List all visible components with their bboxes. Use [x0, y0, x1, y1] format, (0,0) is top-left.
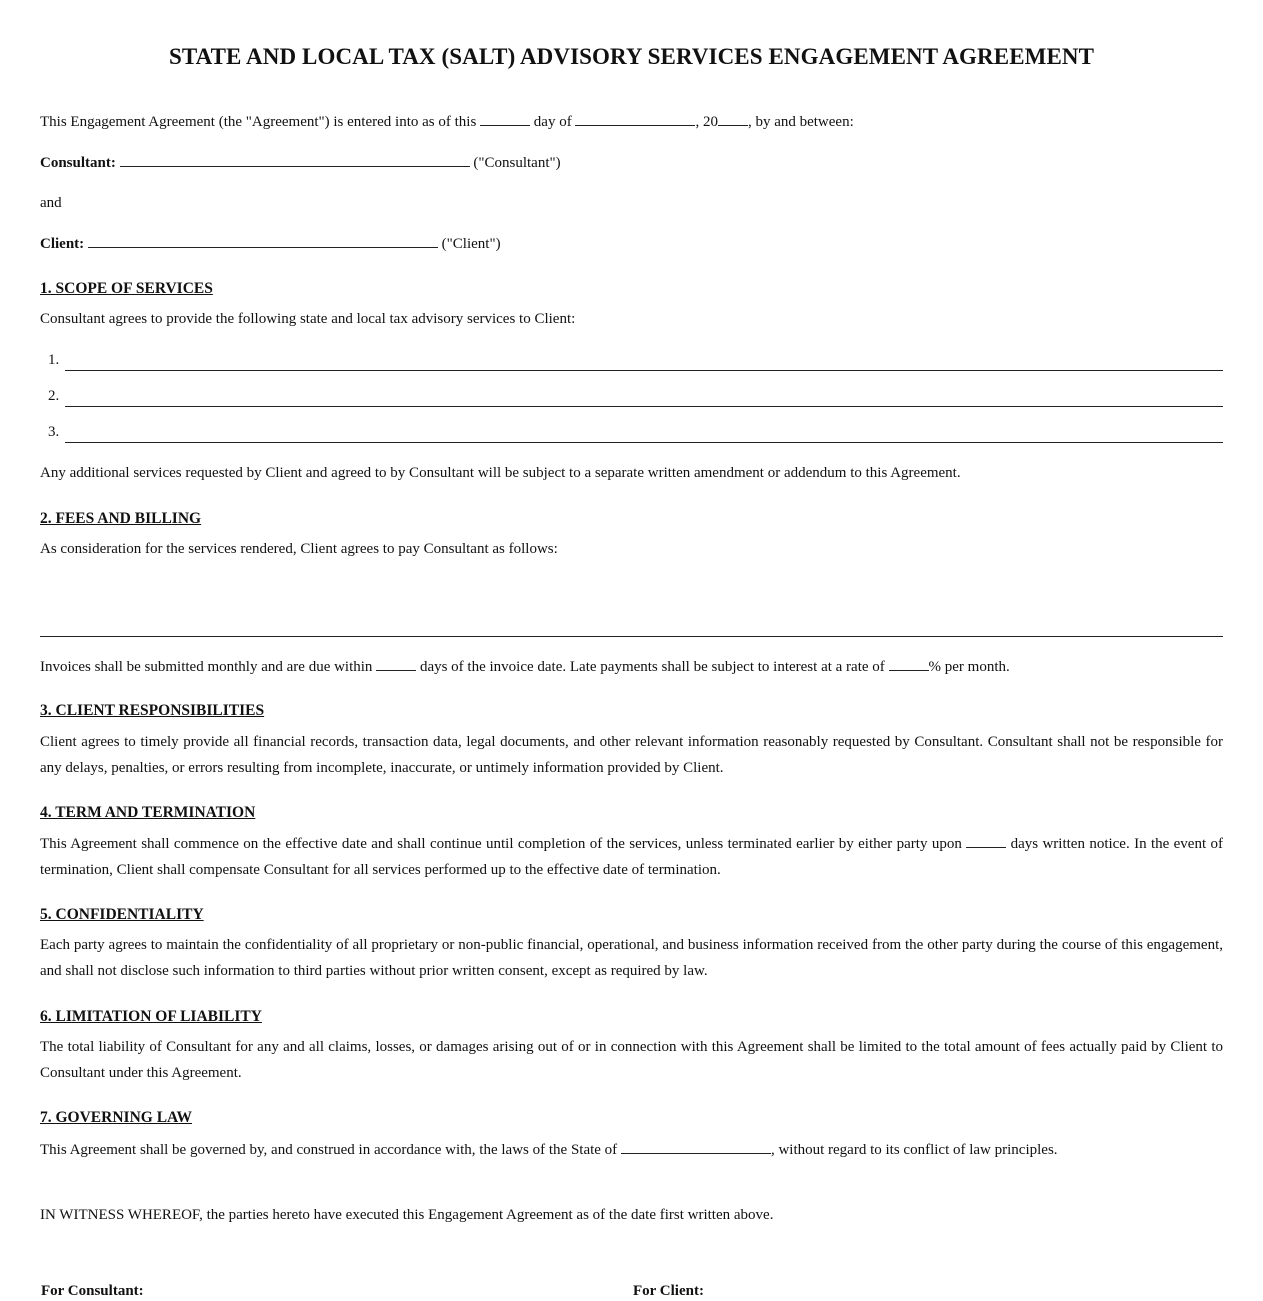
client-label: Client:	[40, 236, 85, 252]
fees-blank[interactable]	[40, 636, 1223, 637]
section-7-heading: 7. GOVERNING LAW	[40, 1109, 193, 1126]
law-text-1: This Agreement shall be governed by, and construed in accordance with, the laws of the State of	[40, 1142, 618, 1158]
service-item-blank[interactable]	[65, 442, 1223, 443]
client-line	[40, 233, 501, 254]
due-days-blank[interactable]	[376, 656, 416, 671]
service-item-number: 2.	[48, 388, 60, 404]
section-6-heading: 6. LIMITATION OF LIABILITY	[40, 1008, 262, 1025]
section-4-text	[40, 831, 1223, 883]
section-5-text: Each party agrees to maintain the confidentiality of all proprietary or non-public financial, operational, and business information received from the other party during the course of this engagement, and shall not disclose such information to third parties without prior written consent, except as required by law.	[40, 937, 1223, 979]
section-3-heading: 3. CLIENT RESPONSIBILITIES	[40, 702, 265, 719]
consultant-line	[40, 152, 561, 173]
section-1-additional: Any additional services requested by Client and agreed to by Consultant will be subject to a separate written amendment or addendum to this Agreement.	[40, 465, 961, 481]
invoice-text-3: % per month.	[928, 659, 1010, 675]
section-5-heading: 5. CONFIDENTIALITY	[40, 906, 204, 923]
day-blank[interactable]	[480, 111, 530, 126]
section-2-text: As consideration for the services rendered, Client agrees to pay Consultant as follows:	[40, 541, 558, 557]
intro-between: , by and between:	[747, 114, 854, 130]
invoice-line	[40, 656, 1010, 677]
client-suffix: ("Client")	[441, 236, 501, 252]
intro-day-of: day of	[533, 114, 572, 130]
consultant-label: Consultant:	[40, 155, 116, 171]
section-1-text: Consultant agrees to provide the following state and local tax advisory services to Client:	[40, 311, 576, 327]
year-blank[interactable]	[718, 111, 748, 126]
section-2-heading: 2. FEES AND BILLING	[40, 510, 202, 527]
notice-days-blank[interactable]	[966, 833, 1006, 848]
service-item-blank[interactable]	[65, 370, 1223, 371]
law-text-2: , without regard to its conflict of law principles.	[770, 1142, 1058, 1158]
consultant-name-blank[interactable]	[120, 152, 470, 167]
interest-rate-blank[interactable]	[889, 656, 929, 671]
intro-line	[40, 111, 854, 132]
service-item-3[interactable]	[40, 422, 1223, 442]
client-name-blank[interactable]	[88, 233, 438, 248]
service-item-1[interactable]	[40, 350, 1223, 370]
term-text-1: This Agreement shall commence on the effective date and shall continue until completion of the services, unless terminated earlier by either party upon	[40, 836, 962, 852]
signature-consultant-label: For Consultant:	[41, 1283, 144, 1299]
section-1-heading: 1. SCOPE OF SERVICES	[40, 280, 213, 297]
service-item-2[interactable]	[40, 386, 1223, 406]
service-item-number: 3.	[48, 424, 60, 440]
invoice-text-1: Invoices shall be submitted monthly and are due within	[40, 659, 373, 675]
invoice-text-2: days of the invoice date. Late payments shall be subject to interest at a rate of	[419, 659, 885, 675]
section-7-text	[40, 1139, 1058, 1160]
term-text-2: days written notice. In the event of termination, Client shall compensate Consultant for all services performed up to the effective date of termination.	[40, 836, 1224, 878]
service-item-number: 1.	[48, 352, 60, 368]
and-text: and	[40, 195, 62, 211]
signature-client-label: For Client:	[633, 1283, 704, 1299]
section-6-text: The total liability of Consultant for any and all claims, losses, or damages arising out of or in connection with this Agreement shall be limited to the total amount of fees actually paid by Client to Consultant under this Agreement.	[40, 1039, 1223, 1081]
section-3-text: Client agrees to timely provide all financial records, transaction data, legal documents, and other relevant information reasonably requested by Consultant. Consultant shall not be responsible for any delays, penalties, or errors resulting from incomplete, inaccurate, or untimely information provided by Client.	[40, 734, 1223, 776]
intro-year-prefix: , 20	[695, 114, 718, 130]
intro-text: This Engagement Agreement (the "Agreement") is entered into as of this	[40, 114, 477, 130]
month-blank[interactable]	[575, 111, 695, 126]
state-blank[interactable]	[621, 1139, 771, 1154]
consultant-suffix: ("Consultant")	[473, 155, 561, 171]
service-item-blank[interactable]	[65, 406, 1223, 407]
section-4-heading: 4. TERM AND TERMINATION	[40, 804, 256, 821]
document-title: STATE AND LOCAL TAX (SALT) ADVISORY SERVICES ENGAGEMENT AGREEMENT	[168, 44, 1095, 69]
witness-text: IN WITNESS WHEREOF, the parties hereto have executed this Engagement Agreement as of the date first written above.	[40, 1207, 774, 1223]
